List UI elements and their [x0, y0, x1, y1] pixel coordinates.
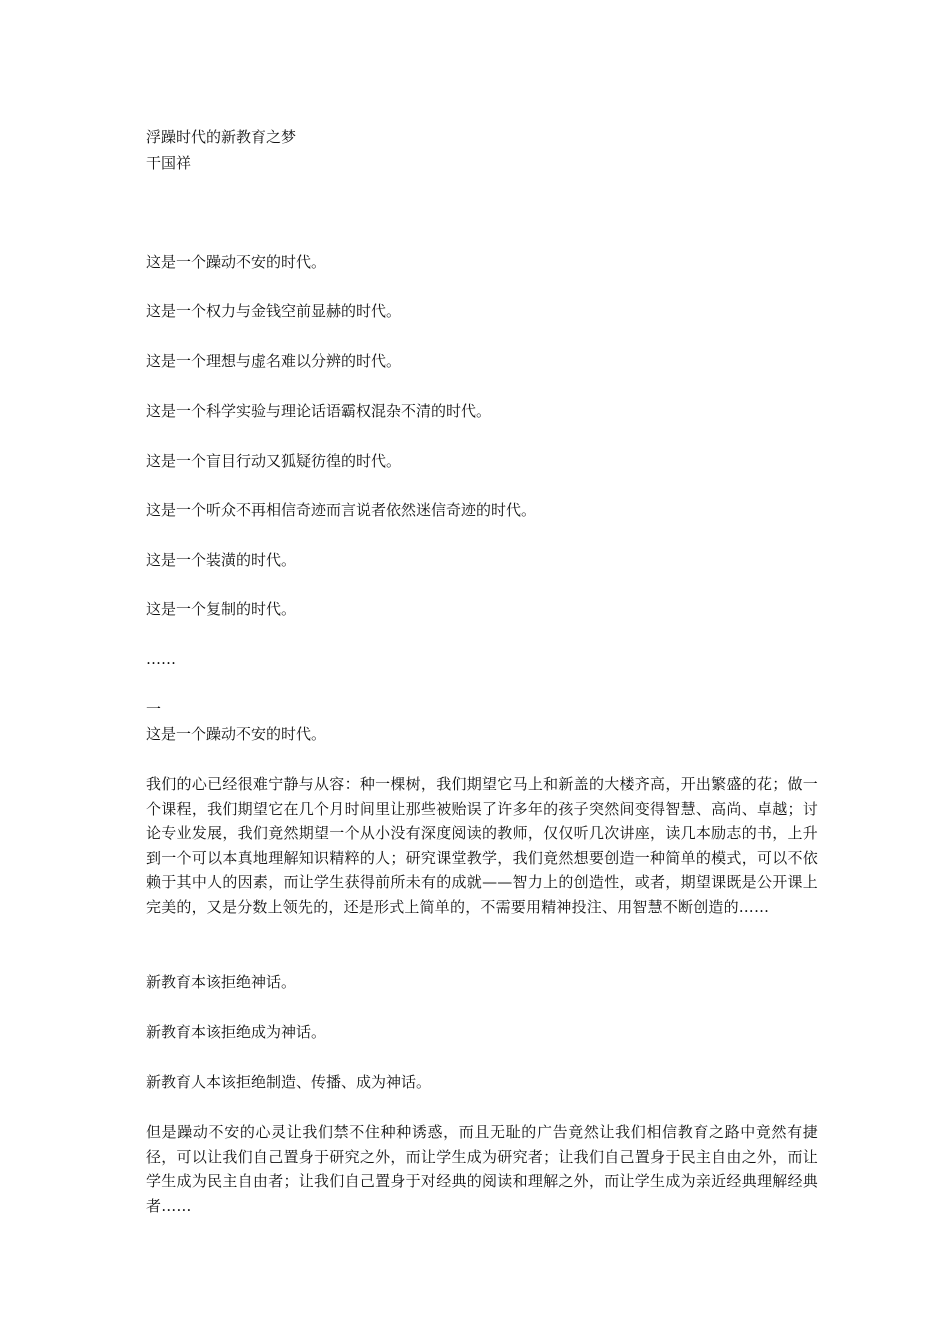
section-heading: 这是一个躁动不安的时代。	[146, 725, 327, 743]
document-author: 干国祥	[146, 154, 192, 172]
intro-line: 这是一个盲目行动又狐疑彷徨的时代。	[146, 452, 402, 470]
intro-line: 这是一个听众不再相信奇迹而言说者依然迷信奇迹的时代。	[146, 501, 537, 519]
intro-line: 这是一个理想与虚名难以分辨的时代。	[146, 352, 402, 370]
body-paragraph: 但是躁动不安的心灵让我们禁不住种种诱惑，而且无耻的广告竟然让我们相信教育之路中竟然有捷径，可以让我们自己置身于研究之外，而让学生成为研究者；让我们自己置身于民主自由之外，而让学生成为民主自由者；让我们自己置身于对经典的阅读和理解之外，而让学生成为亲近经典理解经典者……	[146, 1123, 818, 1215]
intro-line: 这是一个复制的时代。	[146, 600, 297, 618]
document-title: 浮躁时代的新教育之梦	[146, 128, 297, 146]
title-block	[146, 124, 296, 176]
intro-line: 这是一个装潢的时代。	[146, 551, 297, 569]
body-line: 新教育本该拒绝成为神话。	[146, 1023, 327, 1041]
body-line: 新教育人本该拒绝制造、传播、成为神话。	[146, 1073, 432, 1091]
intro-line: 这是一个权力与金钱空前显赫的时代。	[146, 302, 402, 320]
section-marker: 一	[146, 700, 162, 718]
intro-line: 这是一个躁动不安的时代。	[146, 253, 327, 271]
body-paragraph: 我们的心已经很难宁静与从容：种一棵树，我们期望它马上和新盖的大楼齐高，开出繁盛的花；做一个课程，我们期望它在几个月时间里让那些被贻误了许多年的孩子突然间变得智慧、高尚、卓越；讨论专业发展，我们竟然期望一个从小没有深度阅读的教师，仅仅听几次讲座，读几本励志的书，上升到一个可以本真地理解知识精粹的人；研究课堂教学，我们竟然想要创造一种简单的模式，可以不依赖于其中人的因素，而让学生获得前所未有的成就——智力上的创造性，或者，期望课既是公开课上完美的，又是分数上领先的，还是形式上简单的，不需要用精神投注、用智慧不断创造的……	[146, 775, 818, 916]
intro-line: 这是一个科学实验与理论话语霸权混杂不清的时代。	[146, 402, 492, 420]
ellipsis: ……	[146, 650, 176, 668]
body-line: 新教育本该拒绝神话。	[146, 973, 297, 991]
